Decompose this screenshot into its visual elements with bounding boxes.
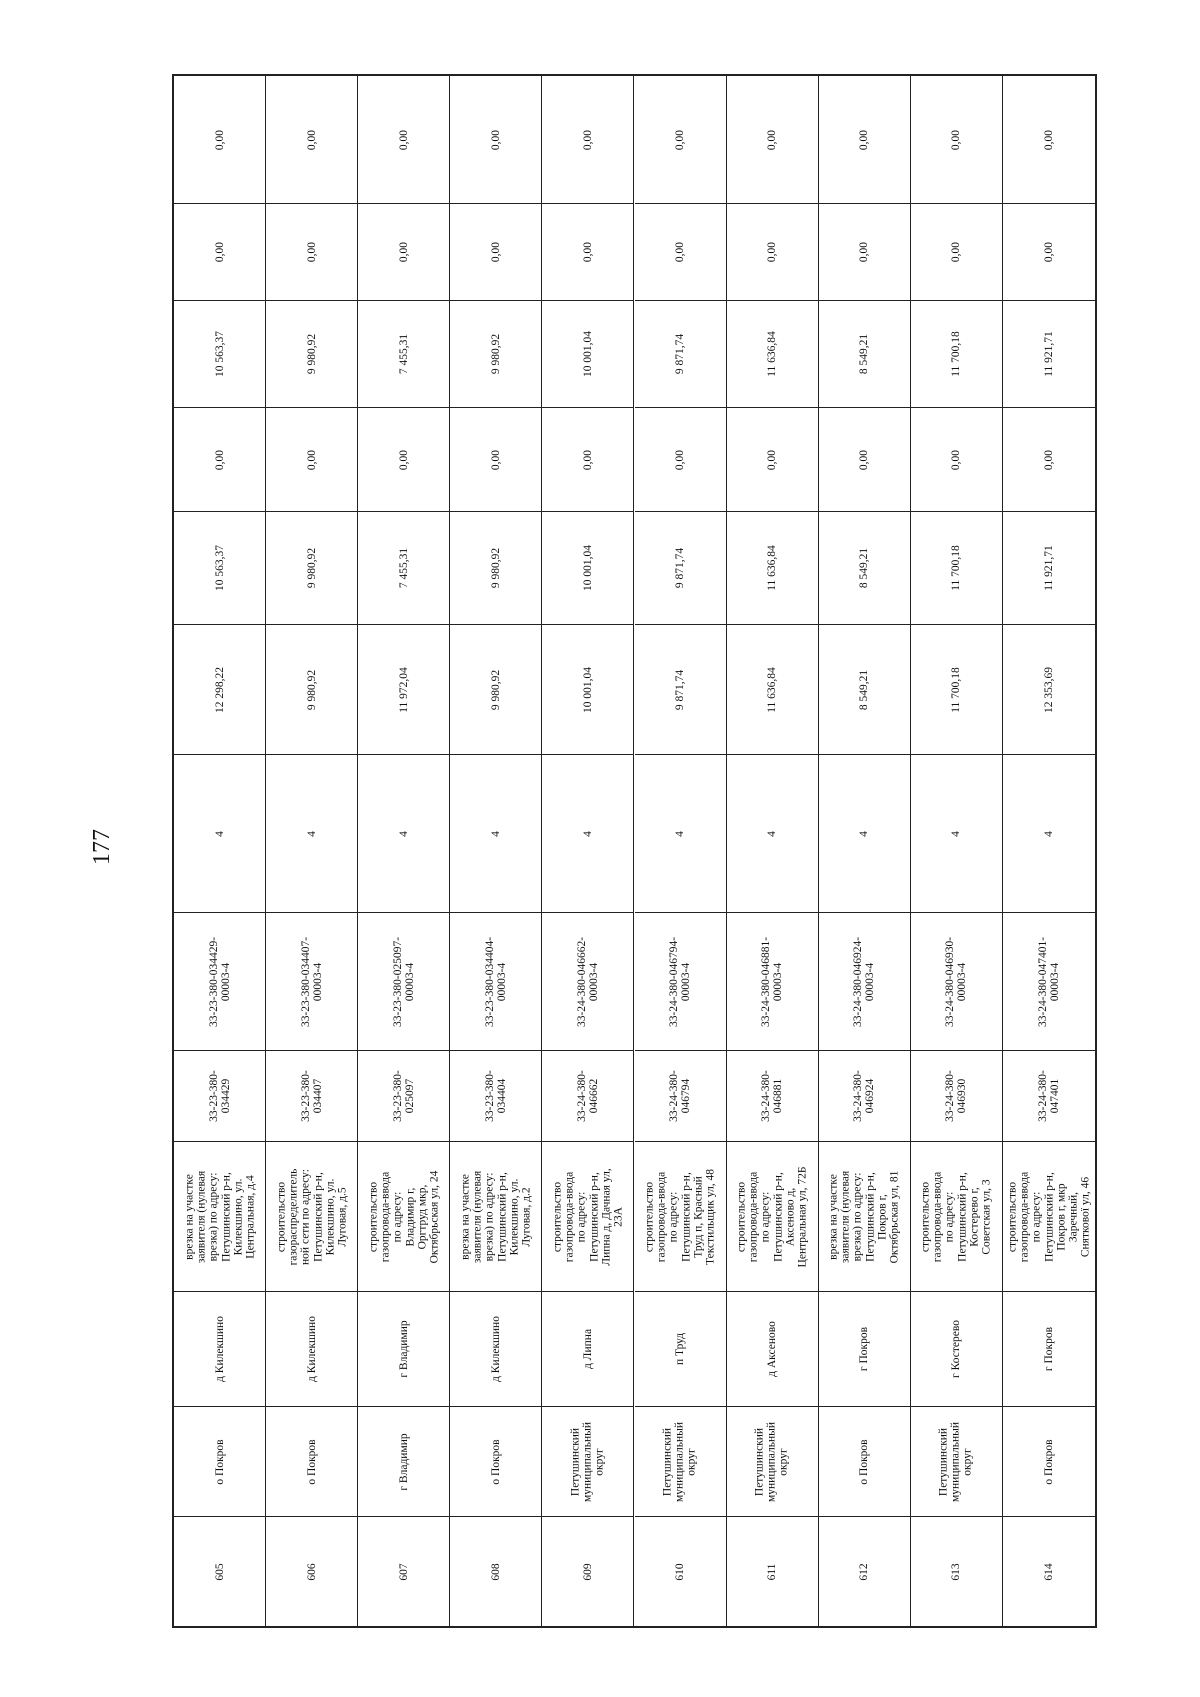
value-2-text: 10 563,37 <box>213 545 226 591</box>
value-1-text: 9 980,92 <box>489 669 502 710</box>
code-cell <box>911 1050 1002 1141</box>
contract-text: 33-23-380-034429- 00003-4 <box>207 936 232 1027</box>
value-5-text: 0,00 <box>489 241 502 263</box>
value-6-text: 0,00 <box>858 129 871 150</box>
value-4-cell <box>266 300 357 407</box>
value-5-cell <box>911 203 1002 300</box>
code-cell <box>358 1050 449 1141</box>
value-5-cell <box>727 203 818 300</box>
value-5-cell <box>1003 203 1095 300</box>
code-cell <box>542 1050 633 1141</box>
value-6-cell <box>819 76 910 203</box>
value-6-cell <box>266 76 357 203</box>
value-2-cell <box>1003 511 1095 624</box>
value-1-cell <box>1003 624 1095 754</box>
value-3-cell <box>911 407 1002 511</box>
description-text: строительство газопровода-ввода по адресу: Петушинский р-н, Труд п, Красный Текстильщик ул, 48 <box>643 1168 717 1265</box>
value-4-cell <box>727 300 818 407</box>
locality-cell <box>911 1291 1002 1406</box>
table-row <box>911 76 1003 1626</box>
value-2-text: 7 455,31 <box>397 547 410 589</box>
value-3-cell <box>819 407 910 511</box>
value-2-text: 9 980,92 <box>489 547 502 589</box>
description-cell <box>174 1141 265 1291</box>
value-2-cell <box>358 511 449 624</box>
value-6-cell <box>358 76 449 203</box>
table-row <box>358 76 450 1626</box>
value-1-cell <box>450 624 541 754</box>
category-text: 4 <box>1042 830 1055 837</box>
value-2-cell <box>266 511 357 624</box>
value-5-text: 0,00 <box>858 241 871 263</box>
category-cell <box>819 754 910 912</box>
value-5-text: 0,00 <box>950 241 963 263</box>
code-cell <box>266 1050 357 1141</box>
data-table <box>172 74 1097 1628</box>
value-1-cell <box>727 624 818 754</box>
value-3-cell <box>542 407 633 511</box>
row-number-text: 614 <box>1042 1562 1055 1581</box>
contract-cell <box>635 912 726 1050</box>
row-number-cell <box>542 1516 633 1626</box>
value-6-text: 0,00 <box>397 129 410 150</box>
district-text: о Покров <box>305 1438 318 1485</box>
locality-text: г Костерево <box>950 1320 963 1378</box>
code-text: 33-23-380- 025097 <box>391 1070 416 1122</box>
district-cell <box>1003 1406 1095 1516</box>
table-row <box>450 76 542 1626</box>
code-cell <box>174 1050 265 1141</box>
row-number-cell <box>266 1516 357 1626</box>
category-cell <box>635 754 726 912</box>
locality-cell <box>358 1291 449 1406</box>
value-6-cell <box>174 76 265 203</box>
row-number-cell <box>358 1516 449 1626</box>
value-6-cell <box>727 76 818 203</box>
value-2-text: 9 871,74 <box>673 547 686 589</box>
description-text: строительство газопровода-ввода по адресу: Владимир г, Оргтруд мкр, Октябрьская ул, 24 <box>367 1170 441 1263</box>
row-number-text: 610 <box>673 1562 686 1581</box>
value-4-cell <box>1003 300 1095 407</box>
row-number-text: 605 <box>213 1562 226 1581</box>
contract-text: 33-24-380-046794- 00003-4 <box>667 936 693 1027</box>
value-5-text: 0,00 <box>397 241 410 263</box>
locality-text: д Килекшино <box>213 1316 226 1382</box>
contract-cell <box>1003 912 1095 1050</box>
table-row <box>542 76 634 1626</box>
category-text: 4 <box>213 830 226 837</box>
contract-cell <box>266 912 357 1050</box>
locality-text: г Покров <box>858 1326 871 1372</box>
code-cell <box>450 1050 541 1141</box>
locality-cell <box>542 1291 633 1406</box>
contract-text: 33-24-380-046930- 00003-4 <box>944 936 969 1027</box>
value-4-text: 8 549,21 <box>858 333 871 375</box>
category-text: 4 <box>397 830 410 837</box>
value-6-text: 0,00 <box>766 129 779 150</box>
locality-text: д Килекшино <box>489 1316 502 1382</box>
category-text: 4 <box>581 830 594 837</box>
value-1-cell <box>635 624 726 754</box>
category-cell <box>450 754 541 912</box>
value-1-text: 11 700,18 <box>950 666 963 713</box>
value-1-cell <box>819 624 910 754</box>
district-text: о Покров <box>213 1438 226 1485</box>
value-4-cell <box>358 300 449 407</box>
value-4-text: 10 563,37 <box>213 331 226 377</box>
value-1-text: 9 980,92 <box>305 669 318 710</box>
value-3-cell <box>358 407 449 511</box>
category-cell <box>358 754 449 912</box>
value-4-text: 9 871,74 <box>673 333 686 375</box>
value-1-text: 10 001,04 <box>581 666 594 713</box>
category-cell <box>266 754 357 912</box>
locality-cell <box>1003 1291 1095 1406</box>
value-3-text: 0,00 <box>581 449 594 470</box>
value-6-text: 0,00 <box>673 129 686 150</box>
value-1-cell <box>542 624 633 754</box>
code-text: 33-24-380- 046930 <box>944 1070 969 1122</box>
value-4-text: 9 980,92 <box>489 333 502 375</box>
contract-cell <box>174 912 265 1050</box>
category-text: 4 <box>305 830 318 837</box>
value-4-cell <box>450 300 541 407</box>
table-row <box>635 76 727 1626</box>
row-number-text: 609 <box>581 1562 594 1581</box>
value-5-cell <box>358 203 449 300</box>
category-text: 4 <box>489 830 502 837</box>
code-cell <box>727 1050 818 1141</box>
contract-cell <box>450 912 541 1050</box>
description-cell <box>266 1141 357 1291</box>
code-text: 33-24-380- 046662 <box>575 1070 600 1122</box>
contract-cell <box>819 912 910 1050</box>
value-3-text: 0,00 <box>950 449 963 470</box>
value-5-cell <box>635 203 726 300</box>
value-2-cell <box>819 511 910 624</box>
row-number-cell <box>819 1516 910 1626</box>
description-cell <box>1003 1141 1095 1291</box>
value-2-text: 11 921,71 <box>1042 545 1055 591</box>
value-3-text: 0,00 <box>397 449 410 470</box>
row-number-cell <box>450 1516 541 1626</box>
value-2-cell <box>727 511 818 624</box>
value-5-text: 0,00 <box>581 241 594 263</box>
value-4-text: 9 980,92 <box>305 333 318 375</box>
category-text: 4 <box>766 830 779 837</box>
district-text: Петушинский муниципальный округ <box>569 1421 607 1502</box>
value-6-text: 0,00 <box>213 129 226 150</box>
district-cell <box>358 1406 449 1516</box>
category-cell <box>542 754 633 912</box>
district-cell <box>635 1406 726 1516</box>
value-4-cell <box>174 300 265 407</box>
value-5-text: 0,00 <box>1042 241 1055 263</box>
value-3-cell <box>266 407 357 511</box>
district-text: Петушинский муниципальный округ <box>753 1421 791 1502</box>
table-row <box>819 76 911 1626</box>
value-5-cell <box>174 203 265 300</box>
category-text: 4 <box>950 830 963 837</box>
district-text: Петушинский муниципальный округ <box>661 1421 699 1502</box>
locality-cell <box>174 1291 265 1406</box>
district-text: о Покров <box>489 1438 502 1485</box>
value-6-cell <box>542 76 633 203</box>
locality-text: г Покров <box>1042 1326 1055 1372</box>
code-text: 33-24-380- 046881 <box>759 1070 785 1122</box>
locality-cell <box>266 1291 357 1406</box>
code-cell <box>1003 1050 1095 1141</box>
value-2-cell <box>542 511 633 624</box>
value-4-cell <box>911 300 1002 407</box>
description-cell <box>542 1141 633 1291</box>
value-1-text: 9 871,74 <box>673 669 686 710</box>
description-text: строительство газопровода-ввода по адресу: Петушинский р-н, Аксеново д, Центральная ул, 72Б <box>735 1166 809 1267</box>
value-6-text: 0,00 <box>1042 129 1055 150</box>
value-5-cell <box>542 203 633 300</box>
value-4-text: 11 921,71 <box>1042 331 1055 377</box>
district-cell <box>450 1406 541 1516</box>
row-number-text: 611 <box>766 1563 779 1580</box>
row-number-text: 612 <box>858 1562 871 1581</box>
district-cell <box>727 1406 818 1516</box>
value-1-cell <box>174 624 265 754</box>
value-1-cell <box>266 624 357 754</box>
value-4-text: 11 636,84 <box>766 331 779 377</box>
value-2-cell <box>450 511 541 624</box>
value-5-text: 0,00 <box>766 241 779 263</box>
contract-text: 33-24-380-047401- 00003-4 <box>1036 936 1061 1027</box>
locality-cell <box>819 1291 910 1406</box>
locality-text: д Липна <box>581 1328 594 1370</box>
value-6-text: 0,00 <box>950 129 963 150</box>
row-number-text: 613 <box>950 1562 963 1581</box>
value-1-cell <box>911 624 1002 754</box>
category-cell <box>911 754 1002 912</box>
value-1-text: 12 298,22 <box>213 666 226 713</box>
contract-text: 33-23-380-034404- 00003-4 <box>483 936 508 1027</box>
contract-cell <box>542 912 633 1050</box>
description-text: врезка на участке заявителя (нулевая врезка) по адресу: Петушинский р-н, Килекшино, ул. Центральная, д.4 <box>182 1170 256 1263</box>
value-3-text: 0,00 <box>766 449 779 470</box>
value-2-text: 8 549,21 <box>858 547 871 589</box>
description-cell <box>911 1141 1002 1291</box>
value-5-text: 0,00 <box>213 241 226 263</box>
contract-text: 33-24-380-046924- 00003-4 <box>852 936 877 1027</box>
value-1-text: 11 636,84 <box>766 666 779 713</box>
value-2-text: 11 636,84 <box>766 545 779 591</box>
value-5-cell <box>819 203 910 300</box>
contract-cell <box>911 912 1002 1050</box>
value-3-cell <box>174 407 265 511</box>
description-cell <box>727 1141 818 1291</box>
value-5-cell <box>266 203 357 300</box>
value-4-cell <box>635 300 726 407</box>
description-cell <box>819 1141 910 1291</box>
district-text: Петушинский муниципальный округ <box>938 1421 975 1502</box>
contract-text: 33-24-380-046662- 00003-4 <box>575 936 600 1027</box>
value-2-cell <box>635 511 726 624</box>
district-text: о Покров <box>1042 1438 1055 1485</box>
district-cell <box>911 1406 1002 1516</box>
table-row <box>266 76 358 1626</box>
category-text: 4 <box>858 830 871 837</box>
table-row <box>174 76 266 1626</box>
row-number-cell <box>727 1516 818 1626</box>
value-1-text: 12 353,69 <box>1042 666 1055 713</box>
category-text: 4 <box>673 830 686 837</box>
value-5-text: 0,00 <box>673 241 686 263</box>
value-4-text: 11 700,18 <box>950 331 963 377</box>
value-3-text: 0,00 <box>673 449 686 470</box>
locality-text: д Килекшино <box>305 1316 318 1382</box>
description-text: строительство газопровода-ввода по адресу: Петушинский р-н, Покров г, мкр Заречный, Сняткової ул, 46 <box>1006 1171 1092 1262</box>
value-4-cell <box>819 300 910 407</box>
value-4-text: 10 001,04 <box>581 331 594 377</box>
category-cell <box>727 754 818 912</box>
category-cell <box>1003 754 1095 912</box>
contract-text: 33-23-380-025097- 00003-4 <box>391 936 416 1027</box>
table-row <box>727 76 819 1626</box>
contract-text: 33-23-380-034407- 00003-4 <box>299 936 324 1027</box>
description-text: строительство газопровода-ввода по адресу: Петушинский р-н, Костерево г, Советская ул, 3 <box>919 1171 993 1262</box>
district-cell <box>266 1406 357 1516</box>
value-4-cell <box>542 300 633 407</box>
contract-cell <box>358 912 449 1050</box>
row-number-text: 608 <box>489 1562 502 1581</box>
value-6-cell <box>450 76 541 203</box>
value-6-text: 0,00 <box>489 129 502 150</box>
description-cell <box>635 1141 726 1291</box>
district-cell <box>542 1406 633 1516</box>
value-6-text: 0,00 <box>305 129 318 150</box>
value-5-text: 0,00 <box>305 241 318 263</box>
locality-text: д Аксеново <box>766 1321 779 1377</box>
code-text: 33-23-380- 034407 <box>299 1070 324 1122</box>
page-number: 177 <box>89 829 115 865</box>
district-cell <box>819 1406 910 1516</box>
value-3-cell <box>450 407 541 511</box>
description-text: врезка на участке заявителя (нулевая врезка) по адресу: Петушинский р-н, Покров г, Октябрьская ул, 81 <box>827 1170 901 1263</box>
value-2-text: 9 980,92 <box>305 547 318 589</box>
row-number-cell <box>635 1516 726 1626</box>
description-text: строительство газопровода-ввода по адресу: Петушинский р-н, Липна д, Дачная ул, 23А <box>551 1167 625 1266</box>
value-1-text: 11 972,04 <box>397 666 410 713</box>
value-5-cell <box>450 203 541 300</box>
value-6-text: 0,00 <box>581 129 594 150</box>
locality-cell <box>727 1291 818 1406</box>
locality-text: п Труд <box>673 1332 686 1366</box>
code-cell <box>635 1050 726 1141</box>
value-3-text: 0,00 <box>1042 449 1055 470</box>
value-6-cell <box>635 76 726 203</box>
value-6-cell <box>911 76 1002 203</box>
value-1-cell <box>358 624 449 754</box>
row-number-cell <box>174 1516 265 1626</box>
district-text: г Владимир <box>397 1432 410 1491</box>
value-4-text: 7 455,31 <box>397 333 410 375</box>
code-text: 33-24-380- 047401 <box>1036 1070 1061 1122</box>
table-row <box>1003 76 1095 1626</box>
row-number-cell <box>1003 1516 1095 1626</box>
value-2-cell <box>911 511 1002 624</box>
district-text: о Покров <box>858 1438 871 1485</box>
value-3-text: 0,00 <box>489 449 502 470</box>
value-3-text: 0,00 <box>858 449 871 470</box>
district-cell <box>174 1406 265 1516</box>
value-3-cell <box>1003 407 1095 511</box>
description-cell <box>450 1141 541 1291</box>
value-1-text: 8 549,21 <box>858 669 871 710</box>
locality-cell <box>450 1291 541 1406</box>
description-text: врезка на участке заявителя (нулевая врезка) по адресу: Петушинский р-н, Килекшино, ул. Луговая, д.2 <box>459 1170 533 1263</box>
code-text: 33-24-380- 046924 <box>852 1070 877 1122</box>
locality-text: г Владимир <box>397 1320 410 1378</box>
code-text: 33-23-380- 034429 <box>207 1070 232 1122</box>
contract-text: 33-24-380-046881- 00003-4 <box>759 936 785 1027</box>
code-text: 33-24-380- 046794 <box>667 1070 693 1122</box>
category-cell <box>174 754 265 912</box>
locality-cell <box>635 1291 726 1406</box>
code-text: 33-23-380- 034404 <box>483 1070 508 1122</box>
row-number-text: 607 <box>397 1562 410 1581</box>
value-3-text: 0,00 <box>305 449 318 470</box>
description-cell <box>358 1141 449 1291</box>
value-6-cell <box>1003 76 1095 203</box>
code-cell <box>819 1050 910 1141</box>
description-text: строительство газораспределитель ной сети по адресу: Петушинский р-н, Килекшино, ул. Луговая, д.5 <box>275 1168 349 1265</box>
row-number-text: 606 <box>305 1562 318 1581</box>
contract-cell <box>727 912 818 1050</box>
value-3-cell <box>727 407 818 511</box>
value-2-text: 10 001,04 <box>581 545 594 591</box>
value-2-cell <box>174 511 265 624</box>
row-number-cell <box>911 1516 1002 1626</box>
value-3-text: 0,00 <box>213 449 226 470</box>
value-3-cell <box>635 407 726 511</box>
value-2-text: 11 700,18 <box>950 545 963 591</box>
